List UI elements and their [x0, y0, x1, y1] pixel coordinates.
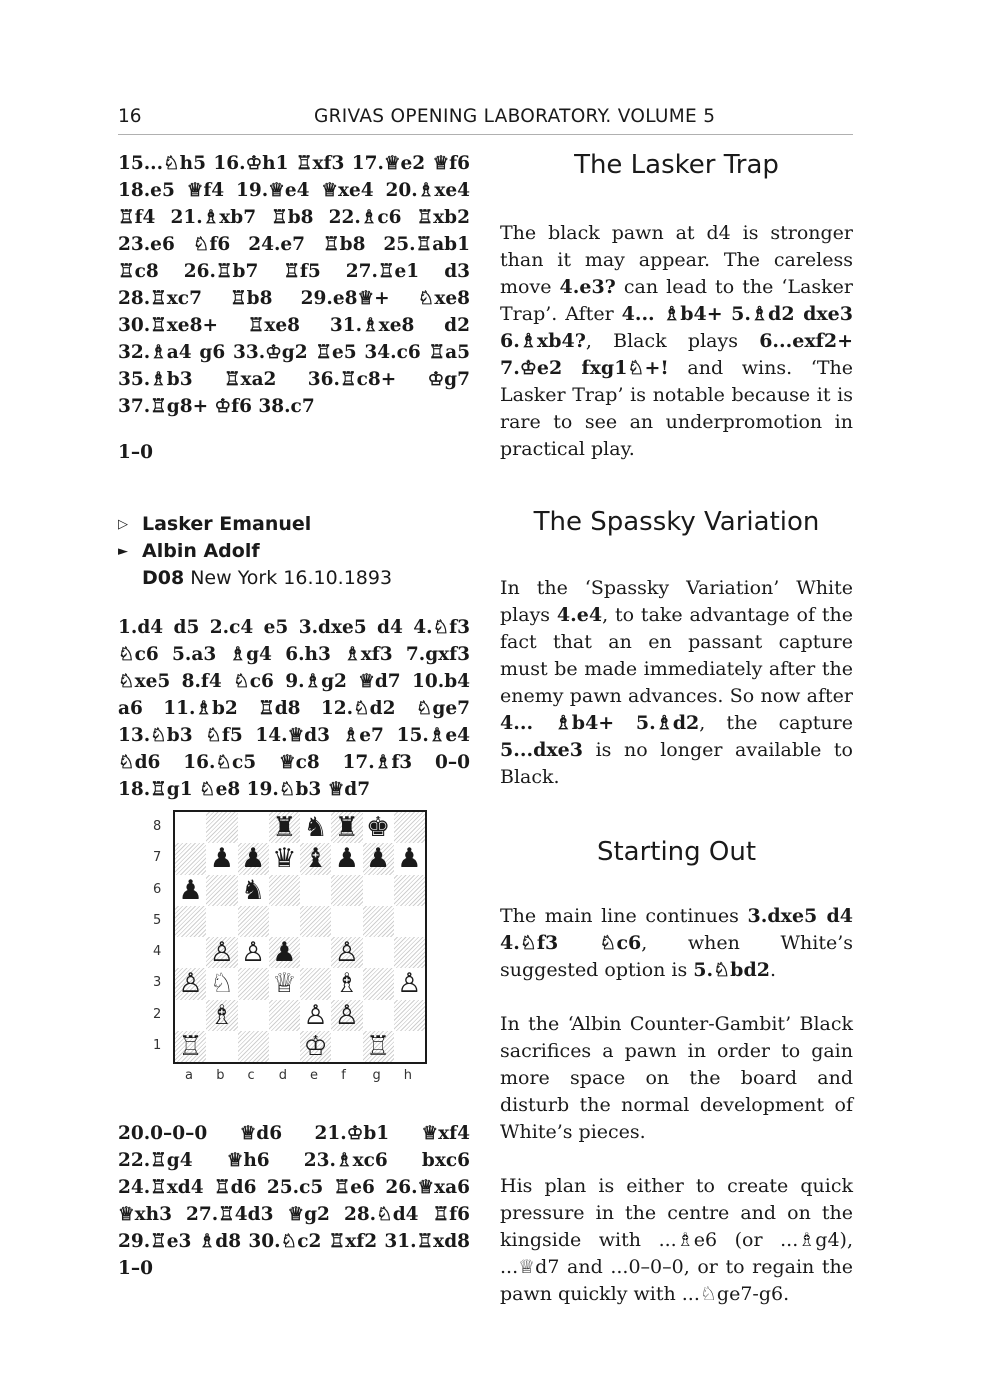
piece-h7: ♟: [397, 843, 422, 875]
piece-c7: ♟: [241, 843, 266, 875]
right-column: [500, 150, 853, 1308]
text-run: The main line continues: [500, 905, 748, 927]
square-d8: [269, 812, 300, 843]
white-marker-icon: ▷: [118, 517, 128, 532]
piece-d4: ♟: [272, 937, 297, 969]
square-a4: [175, 937, 206, 968]
text-run: is no longer available to Black.: [500, 739, 853, 788]
rank-label-3: 3: [153, 975, 162, 991]
move-ref: 5...dxe3: [500, 739, 583, 761]
square-d5: [269, 906, 300, 937]
move-ref: 6...exf2+ 7.♔e2 fxg1♘+!: [500, 330, 853, 379]
file-label-g: g: [372, 1068, 381, 1083]
square-e2: [300, 1000, 331, 1031]
square-g5: [363, 906, 394, 937]
piece-g8: ♚: [366, 812, 391, 844]
text-run: In the ‘Spassky Variation’ White plays: [500, 577, 853, 626]
piece-c4: ♙: [241, 937, 266, 969]
square-g7: [363, 843, 394, 874]
square-c7: [238, 843, 269, 874]
square-d1: [269, 1031, 300, 1062]
rank-label-8: 8: [153, 819, 162, 834]
square-b6: [206, 875, 237, 906]
piece-c6: ♞: [241, 874, 266, 906]
piece-f2: ♙: [334, 999, 359, 1031]
square-g4: [363, 937, 394, 968]
piece-b3: ♘: [209, 968, 234, 1000]
piece-e8: ♞: [303, 812, 328, 844]
square-c8: [238, 812, 269, 843]
piece-a1: ♖: [178, 1030, 203, 1062]
piece-e1: ♔: [303, 1030, 328, 1062]
white-player: Lasker Emanuel: [142, 513, 312, 535]
square-d7: [269, 843, 300, 874]
move-ref: 4... ♗b4+ 5.♗d2: [500, 712, 700, 734]
text-run: can lead to the ‘Lasker Trap’. After: [500, 276, 853, 325]
page-number: 16: [118, 106, 142, 127]
square-g1: [363, 1031, 394, 1062]
file-label-a: a: [185, 1068, 193, 1083]
square-h8: [394, 812, 425, 843]
square-b8: [206, 812, 237, 843]
move-ref: 4... ♗b4+ 5.♗d2 dxe3 6.♗xb4?: [500, 303, 853, 352]
square-g2: [363, 1000, 394, 1031]
square-c3: [238, 968, 269, 999]
black-player-row: [118, 538, 470, 565]
square-d6: [269, 875, 300, 906]
square-f8: [331, 812, 362, 843]
square-e3: [300, 968, 331, 999]
square-e7: [300, 843, 331, 874]
piece-b4: ♙: [209, 937, 234, 969]
piece-f4: ♙: [334, 937, 359, 969]
square-a1: [175, 1031, 206, 1062]
square-a3: [175, 968, 206, 999]
game-moves-final: 20.0–0–0 ♕d6 21.♔b1 ♕xf4 22.♖g4 ♕h6 23.♗xc6 bxc6 24.♖xd4 ♖d6 25.c5 ♖e6 26.♕xa6 ♕xh3 27.♖4d3 ♕g2 28.♘d4 ♖f6 29.♖e3 ♗d8 30.♘c2 ♖xf2 31.♖xd8 1–0: [118, 1123, 470, 1279]
rank-label-2: 2: [153, 1006, 162, 1022]
piece-f7: ♟: [334, 843, 359, 875]
piece-g1: ♖: [366, 1030, 391, 1062]
file-label-b: b: [216, 1068, 225, 1083]
piece-e2: ♙: [303, 999, 328, 1031]
game-info-row: [118, 565, 470, 592]
rank-label-1: 1: [153, 1037, 162, 1053]
square-h4: [394, 937, 425, 968]
running-header: [118, 104, 853, 135]
square-c2: [238, 1000, 269, 1031]
move-ref: 5.♘bd2: [693, 959, 770, 981]
game-result: 1–0: [118, 442, 153, 463]
square-e4: [300, 937, 331, 968]
square-g8: [363, 812, 394, 843]
chess-diagram: [153, 810, 433, 1083]
piece-a3: ♙: [178, 968, 203, 1000]
square-a7: [175, 843, 206, 874]
square-h2: [394, 1000, 425, 1031]
text-run: and wins. ‘The Lasker Trap’ is notable because it is rare to see an underpromotion in practical play.: [500, 357, 853, 460]
square-f4: [331, 937, 362, 968]
section-title-lasker-trap: The Lasker Trap: [574, 150, 779, 180]
square-b3: [206, 968, 237, 999]
black-player: Albin Adolf: [142, 540, 260, 562]
piece-e7: ♝: [303, 843, 328, 875]
text-run: The black pawn at d4 is stronger than it may appear. The careless move: [500, 222, 853, 298]
square-b5: [206, 906, 237, 937]
piece-g7: ♟: [366, 843, 391, 875]
piece-f3: ♗: [334, 968, 359, 1000]
rank-label-7: 7: [153, 850, 162, 866]
section-title-starting-out: Starting Out: [596, 837, 757, 867]
square-f5: [331, 906, 362, 937]
square-f3: [331, 968, 362, 999]
paragraph-spassky-variation: [500, 575, 853, 791]
square-h7: [394, 843, 425, 874]
square-d3: [269, 968, 300, 999]
text-run: , Black plays: [585, 330, 760, 352]
file-label-c: c: [247, 1068, 255, 1083]
square-c6: [238, 875, 269, 906]
square-e8: [300, 812, 331, 843]
event-info: New York 16.10.1893: [190, 567, 393, 589]
paragraph-plan: His plan is either to create quick pressure in the centre and on the kingside with ...♗e6 (or ...♗g4), ...♕d7 and ...0–0–0, or to regain the pawn quickly with ...♘ge7-g6.: [500, 1175, 853, 1305]
square-b4: [206, 937, 237, 968]
text-run: , to take advantage of the fact that an en passant capture must be made immediately after the enemy pawn advances. So now after: [500, 604, 853, 707]
square-c1: [238, 1031, 269, 1062]
square-f6: [331, 875, 362, 906]
square-f1: [331, 1031, 362, 1062]
square-d2: [269, 1000, 300, 1031]
paragraph-lasker-trap: [500, 220, 853, 463]
square-e5: [300, 906, 331, 937]
square-a8: [175, 812, 206, 843]
white-player-row: [118, 511, 470, 538]
piece-b2: ♗: [209, 999, 234, 1031]
game-moves-continuation: 15...♘h5 16.♔h1 ♖xf3 17.♕e2 ♕f6 18.e5 ♕f4 19.♕e4 ♕xe4 20.♗xe4 ♖f4 21.♗xb7 ♖b8 22.♗c6 ♖xb2 23.e6 ♘f6 24.e7 ♖b8 25.♖ab1 ♖c8 26.♖b7 ♖f5 27.♖e1 d3 28.♖xc7 ♖b8 29.e8♕+ ♘xe8 30.♖xe8+ ♖xe8 31.♗xe8 d2 32.♗a4 g6 33.♔g2 ♖e5 34.c6 ♖a5 35.♗b3 ♖xa2 36.♖c8+ ♔g7 37.♖g8+ ♔f6 38.c7: [118, 153, 470, 417]
piece-d7: ♛: [272, 843, 297, 875]
square-a6: [175, 875, 206, 906]
square-g6: [363, 875, 394, 906]
file-label-e: e: [310, 1068, 318, 1083]
piece-a6: ♟: [178, 874, 203, 906]
file-label-d: d: [278, 1068, 288, 1083]
text-run: , the capture: [699, 712, 853, 734]
square-d4: [269, 937, 300, 968]
square-h5: [394, 906, 425, 937]
file-label-f: f: [341, 1068, 346, 1083]
square-f2: [331, 1000, 362, 1031]
square-h3: [394, 968, 425, 999]
game-header: [118, 511, 470, 592]
black-marker-icon: ►: [118, 544, 128, 559]
text-run: .: [769, 959, 777, 981]
piece-d3: ♕: [272, 968, 297, 1000]
square-b1: [206, 1031, 237, 1062]
square-g3: [363, 968, 394, 999]
book-title: GRIVAS OPENING LABORATORY. VOLUME 5: [314, 106, 716, 127]
square-h6: [394, 875, 425, 906]
section-title-spassky-variation: The Spassky Variation: [533, 507, 820, 537]
square-a5: [175, 906, 206, 937]
piece-f8: ♜: [334, 812, 359, 844]
eco-code: D08: [142, 567, 185, 589]
square-c5: [238, 906, 269, 937]
square-c4: [238, 937, 269, 968]
rank-label-4: 4: [153, 944, 162, 959]
move-ref: 4.e3?: [559, 276, 616, 298]
left-column: [118, 150, 470, 1279]
paragraph-main-line: [500, 903, 853, 984]
game-moves-opening: 1.d4 d5 2.c4 e5 3.dxe5 d4 4.♘f3 ♘c6 5.a3 ♗g4 6.h3 ♗xf3 7.gxf3 ♘xe5 8.f4 ♘c6 9.♗g2 ♕d7 10.b4 a6 11.♗b2 ♖d8 12.♘d2 ♘ge7 13.♘b3 ♘f5 14.♕d3 ♗e7 15.♗e4 ♘d6 16.♘c5 ♕c8 17.♗f3 0–0 18.♖g1 ♘e8 19.♘b3 ♕d7: [118, 617, 470, 800]
paragraph-counter-gambit: In the ‘Albin Counter-Gambit’ Black sacrifices a pawn in order to gain more space on the board and disturb the normal development of White’s pieces.: [500, 1013, 853, 1143]
rank-label-5: 5: [153, 912, 162, 928]
piece-h3: ♙: [397, 968, 422, 1000]
file-label-h: h: [403, 1068, 412, 1083]
move-ref: 3.dxe5 d4 4.♘f3 ♘c6: [500, 905, 853, 954]
square-b7: [206, 843, 237, 874]
square-h1: [394, 1031, 425, 1062]
square-e1: [300, 1031, 331, 1062]
move-ref: 4.e4: [556, 604, 603, 626]
piece-b7: ♟: [209, 843, 234, 875]
text-run: , when White’s suggested option is: [500, 932, 853, 981]
square-f7: [331, 843, 362, 874]
square-e6: [300, 875, 331, 906]
square-b2: [206, 1000, 237, 1031]
rank-label-6: 6: [153, 881, 162, 897]
square-a2: [175, 1000, 206, 1031]
piece-d8: ♜: [272, 812, 297, 844]
chess-board: [173, 810, 427, 1064]
